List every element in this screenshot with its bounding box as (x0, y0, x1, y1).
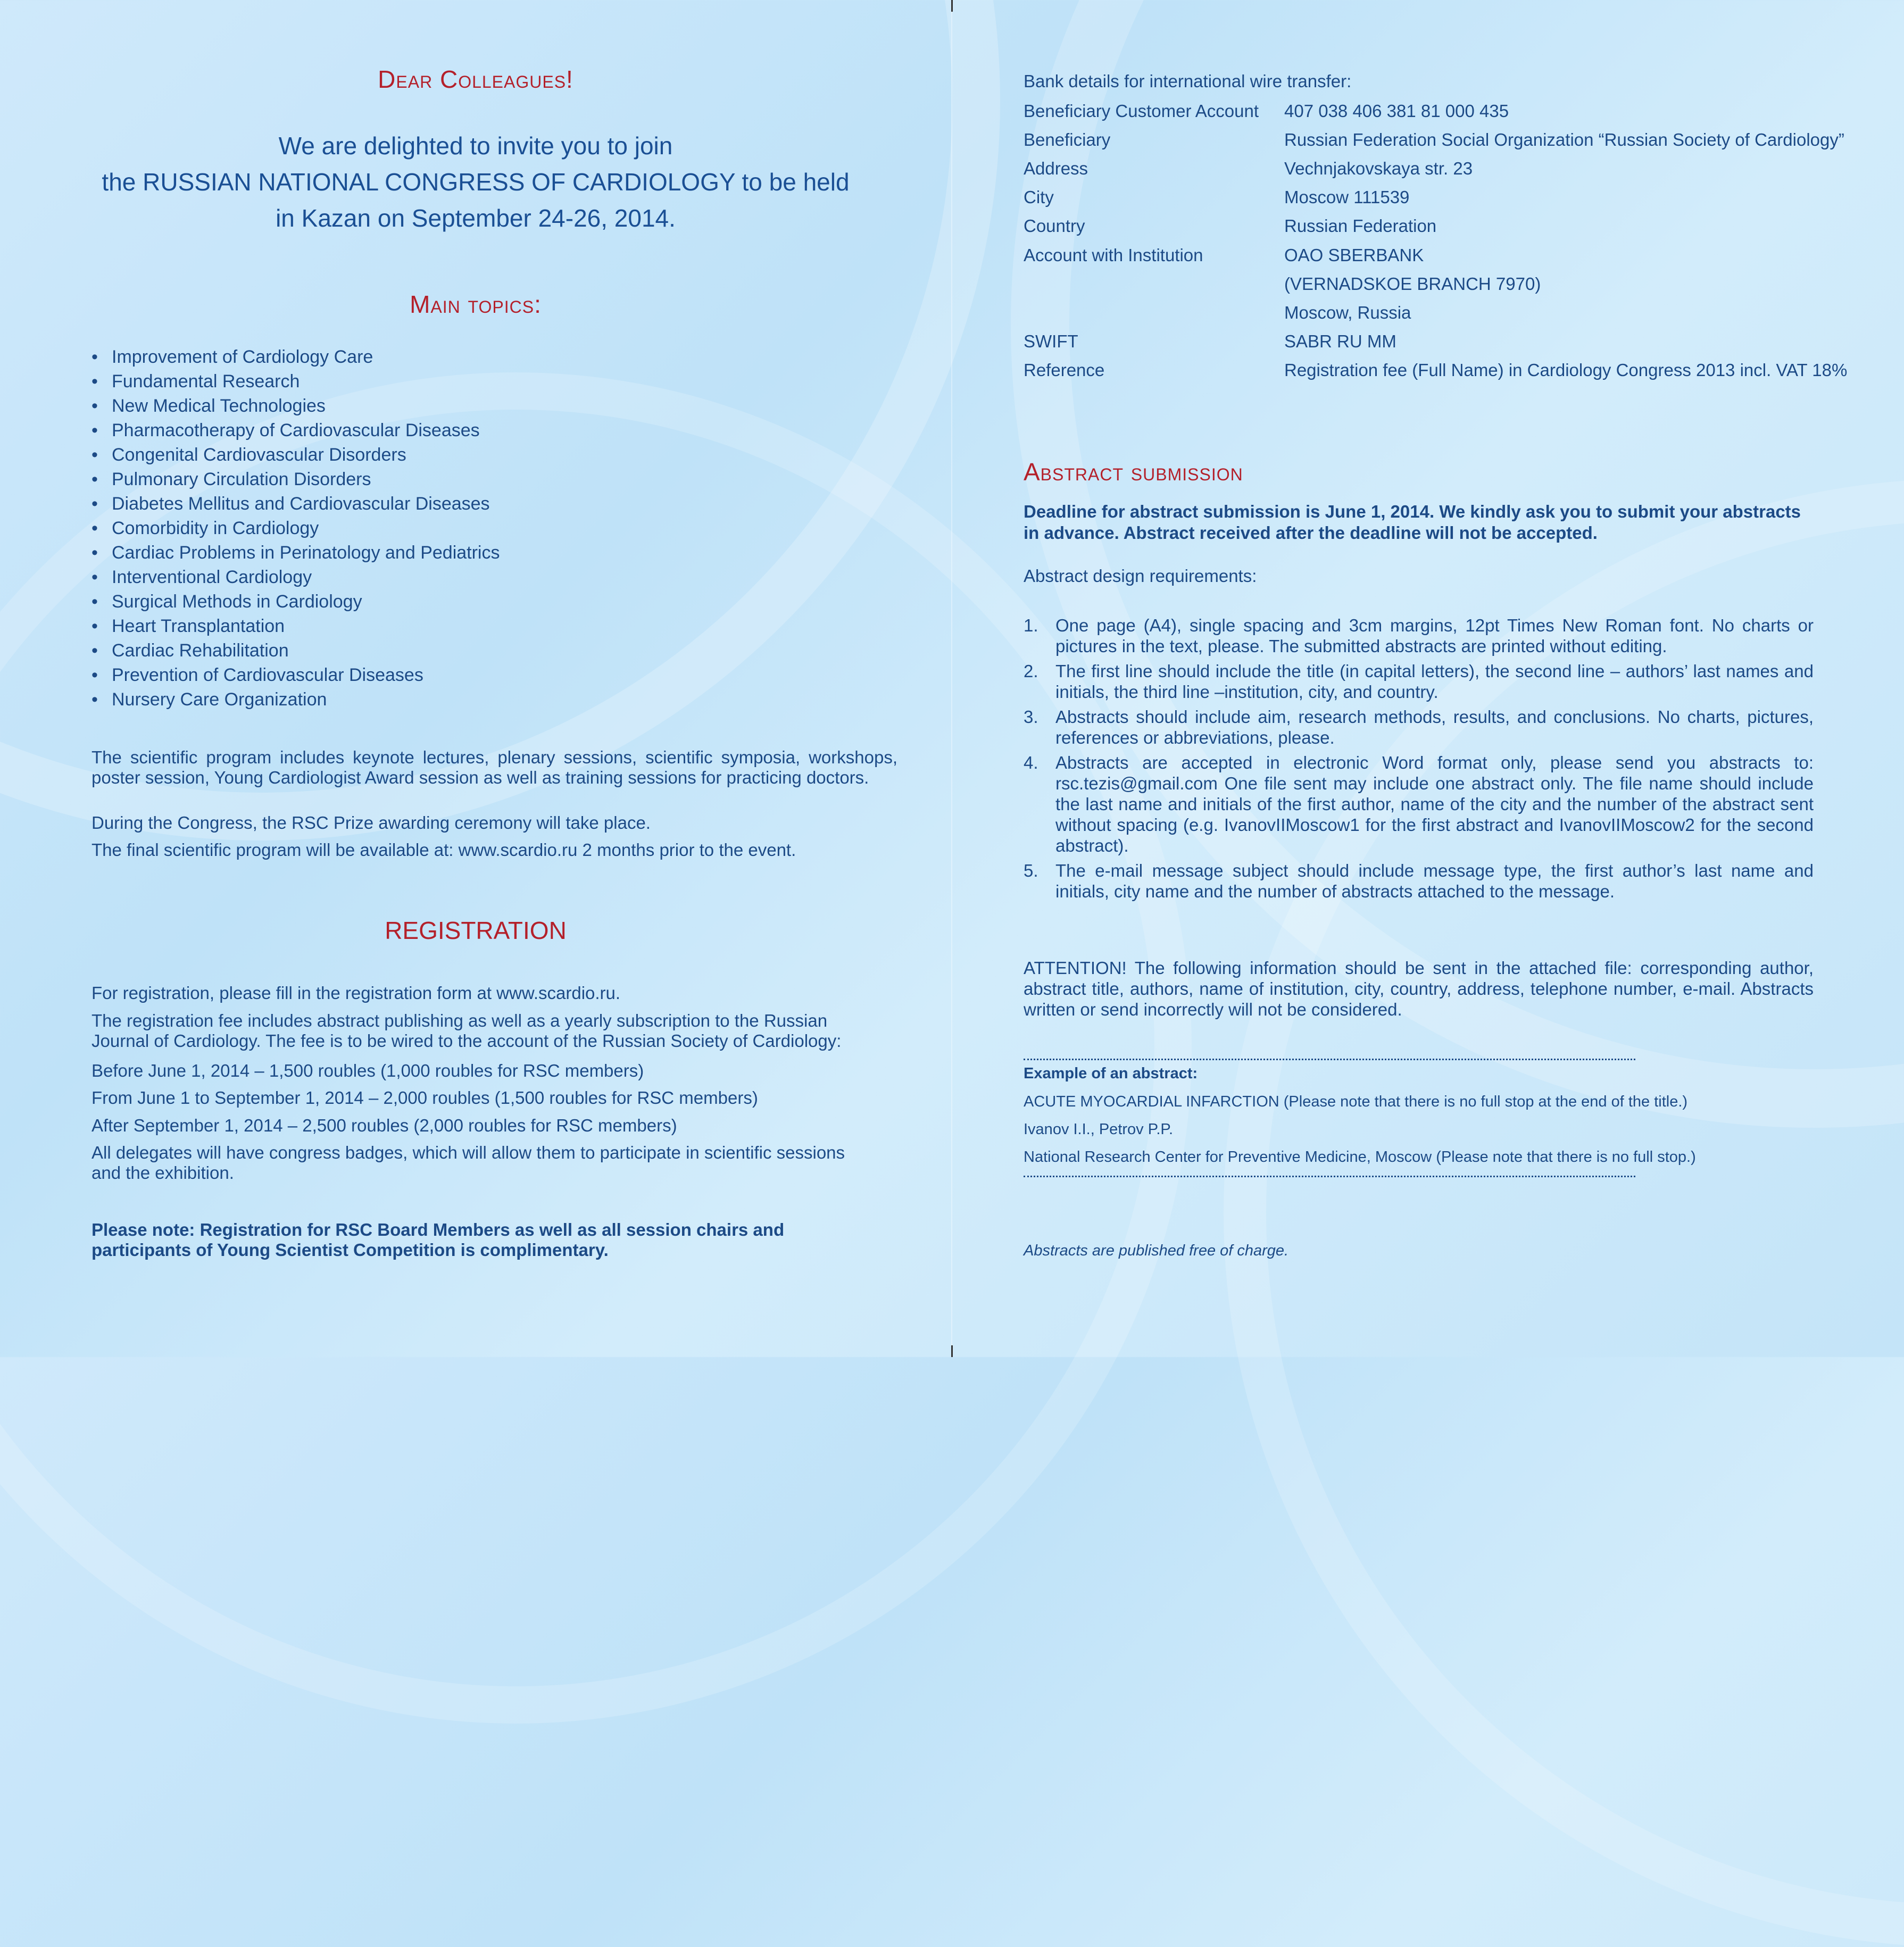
requirement-number: 5. (1024, 861, 1038, 880)
example-heading: Example of an abstract: (1024, 1065, 1198, 1082)
topic-item: • Congenital Cardiovascular Disorders (92, 443, 500, 467)
registration-note: Please note: Registration for RSC Board Members as well as all session chairs and participants of Young Scientist Competition is complimentary. (92, 1220, 785, 1260)
requirement-text: The e-mail message subject should include message type, the first author’s last name and initials, city name and the number of abstracts attached to the message. (1055, 861, 1814, 901)
page-fold (951, 0, 952, 1357)
invitation-text (0, 128, 951, 236)
requirement-text: Abstracts should include aim, research methods, results, and conclusions. No charts, pictures, references or abbreviations, please. (1055, 707, 1814, 747)
requirement-text: One page (A4), single spacing and 3cm margins, 12pt Times New Roman font. No charts or pictures in the text, please. The submitted abstracts are printed without editing. (1055, 615, 1814, 656)
requirement-item (1024, 752, 1814, 856)
bank-value: Moscow, Russia (1284, 303, 1411, 322)
invitation-line: in Kazan on September 24-26, 2014. (276, 204, 676, 232)
attention-text: ATTENTION! The following information should be sent in the attached file: corresponding author, abstract title, authors, name of institution, city, country, address, telephone number, e-mail. Abstracts written or send incorrectly will not be considered. (1024, 958, 1814, 1019)
topic-item: • Heart Transplantation (92, 614, 500, 638)
topic-item: • Nursery Care Organization (92, 687, 500, 712)
topic-item: • Cardiac Problems in Perinatology and Pediatrics (92, 540, 500, 565)
bank-value: Russian Federation Social Organization “Russian Society of Cardiology” (1284, 130, 1844, 149)
example-line: Ivanov I.I., Petrov P.P. (1024, 1121, 1174, 1138)
bank-label: Reference (1024, 360, 1105, 380)
bank-value: Registration fee (Full Name) in Cardiology Congress 2013 incl. VAT 18% (1284, 360, 1848, 380)
bank-value: Russian Federation (1284, 216, 1437, 236)
fee-line: After September 1, 2014 – 2,500 roubles (2,000 roubles for RSC members) (92, 1116, 677, 1135)
requirement-number: 4. (1024, 753, 1038, 772)
bank-value: Moscow 111539 (1284, 187, 1410, 207)
topics-heading: Main topics: (410, 290, 542, 318)
dotted-divider (1024, 1176, 1635, 1177)
requirement-item (1024, 615, 1814, 656)
bank-label: Beneficiary Customer Account (1024, 101, 1259, 121)
program-paragraph: The scientific program includes keynote lectures, plenary sessions, scientific symposia, workshops, poster session, Young Cardiologist Award session as well as training sessions for practicing doctors. (92, 747, 897, 787)
topic-item: • Improvement of Cardiology Care (92, 345, 500, 369)
topics-list (92, 345, 500, 712)
free-of-charge-note: Abstracts are published free of charge. (1024, 1242, 1289, 1259)
requirement-number: 3. (1024, 707, 1038, 727)
requirement-text: The first line should include the title (in capital letters), the second line – authors’ last names and initials, the third line –institution, city, and country. (1055, 661, 1814, 702)
bank-label: Account with Institution (1024, 245, 1203, 265)
prize-paragraph: During the Congress, the RSC Prize awarding ceremony will take place. (92, 813, 651, 833)
requirements-list (1024, 615, 1814, 906)
fee-line: From June 1 to September 1, 2014 – 2,000 roubles (1,500 roubles for RSC members) (92, 1088, 758, 1108)
requirements-title: Abstract design requirements: (1024, 566, 1257, 586)
topic-item: • Pulmonary Circulation Disorders (92, 467, 500, 492)
registration-form-text: For registration, please fill in the registration form at www.scardio.ru. (92, 983, 621, 1003)
greeting-heading: Dear Colleagues! (378, 65, 573, 93)
requirement-item (1024, 661, 1814, 702)
topic-item: • New Medical Technologies (92, 394, 500, 418)
abstract-heading: Abstract submission (1024, 458, 1243, 486)
deadline-text: Deadline for abstract submission is June 1, 2014. We kindly ask you to submit your abstracts in advance. Abstract received after the deadline will not be accepted. (1024, 502, 1801, 543)
topic-item: • Fundamental Research (92, 369, 500, 394)
bank-label: City (1024, 187, 1054, 207)
invitation-line: the RUSSIAN NATIONAL CONGRESS OF CARDIOLOGY to be held (102, 168, 850, 196)
bank-value: OAO SBERBANK (1284, 245, 1424, 265)
bank-label: Country (1024, 216, 1085, 236)
requirement-text: Abstracts are accepted in electronic Word format only, please send you abstracts to: rsc.tezis@gmail.com One file sent may include one abstract only. The file name should include the last name and initials of the first author, name of the city and the number of the abstract sent without spacing (e.g. IvanovIIMoscow1 for the first abstract and IvanovIIMoscow2 for the second abstract). (1055, 753, 1814, 855)
bank-value: SABR RU MM (1284, 331, 1396, 351)
fee-line: Before June 1, 2014 – 1,500 roubles (1,000 roubles for RSC members) (92, 1061, 644, 1080)
registration-heading: REGISTRATION (385, 917, 567, 944)
topic-item: • Pharmacotherapy of Cardiovascular Diseases (92, 418, 500, 443)
bank-label: Address (1024, 159, 1088, 178)
example-line: National Research Center for Preventive Medicine, Moscow (Please note that there is no full stop.) (1024, 1149, 1696, 1166)
bank-value: (VERNADSKOE BRANCH 7970) (1284, 274, 1541, 294)
crop-mark-top (951, 0, 953, 12)
requirement-number: 2. (1024, 661, 1038, 681)
topic-item: • Comorbidity in Cardiology (92, 516, 500, 540)
topic-item: • Prevention of Cardiovascular Diseases (92, 663, 500, 687)
final-program-paragraph: The final scientific program will be available at: www.scardio.ru 2 months prior to the event. (92, 840, 796, 860)
bank-label: SWIFT (1024, 331, 1078, 351)
requirement-number: 1. (1024, 615, 1038, 635)
topic-item: • Interventional Cardiology (92, 565, 500, 589)
requirement-item (1024, 706, 1814, 748)
bank-value: Vechnjakovskaya str. 23 (1284, 159, 1473, 178)
topic-item: • Diabetes Mellitus and Cardiovascular Diseases (92, 492, 500, 516)
dotted-divider (1024, 1059, 1635, 1060)
example-line: ACUTE MYOCARDIAL INFARCTION (Please note that there is no full stop at the end of the title.) (1024, 1093, 1688, 1110)
invitation-line: We are delighted to invite you to join (278, 132, 673, 160)
registration-fee-text: The registration fee includes abstract publishing as well as a yearly subscription to the Russian Journal of Cardiology. The fee is to be wired to the account of the Russian Society of Cardiology: (92, 1011, 842, 1051)
topic-item: • Cardiac Rehabilitation (92, 638, 500, 663)
topic-item: • Surgical Methods in Cardiology (92, 589, 500, 614)
crop-mark-bottom (951, 1345, 953, 1357)
requirement-item (1024, 860, 1814, 902)
bank-value: 407 038 406 381 81 000 435 (1284, 101, 1509, 121)
bank-label: Beneficiary (1024, 130, 1111, 149)
bank-details-title: Bank details for international wire transfer: (1024, 71, 1352, 91)
badges-text: All delegates will have congress badges, which will allow them to participate in scientific sessions and the exhibition. (92, 1143, 845, 1183)
